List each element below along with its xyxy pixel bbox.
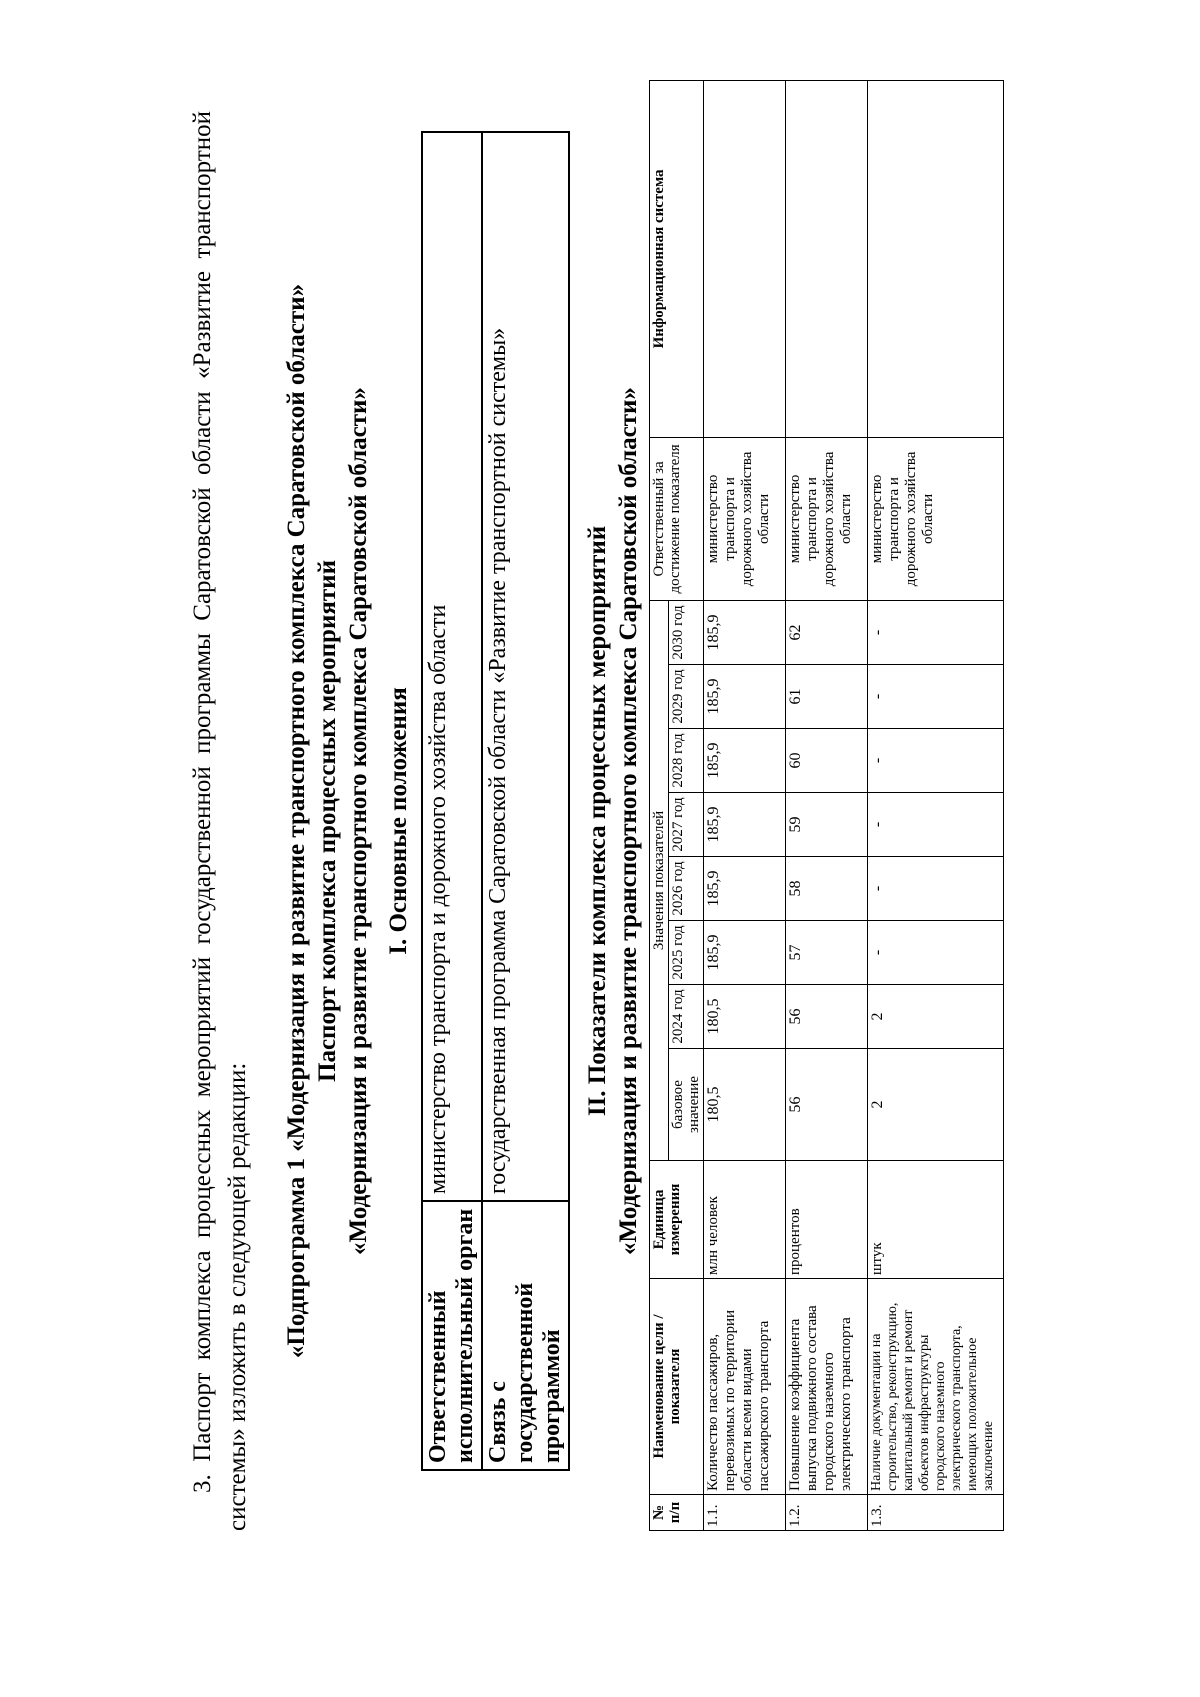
header-unit: Единица измерения — [650, 1161, 704, 1279]
cell-value: 180,5 — [704, 985, 786, 1049]
header-responsible: Ответственный за достижение показателя — [650, 437, 704, 600]
cell-system — [786, 80, 868, 437]
cell-value: - — [868, 921, 1004, 985]
row-label: Ответственный исполнительный орган — [422, 1201, 482, 1470]
row-label: Связь с государственной программой — [482, 1201, 569, 1470]
cell-value: 185,9 — [704, 793, 786, 857]
cell-name: Наличие документации на строительство, реконструкцию, капитальный ремонт и ремонт объектов инфраструктуры городского наземного электрического транспорта, имеющих положительное заключение — [868, 1279, 1004, 1495]
header-name: Наименование цели / показателя — [650, 1279, 704, 1495]
header-year: 2025 год — [669, 921, 704, 985]
cell-base: 180,5 — [704, 1049, 786, 1161]
row-value: государственная программа Саратовской области «Развитие транспортной системы» — [482, 132, 569, 1201]
header-year: 2024 год — [669, 985, 704, 1049]
cell-system — [704, 80, 786, 437]
cell-value: 185,9 — [704, 665, 786, 729]
table-row — [868, 80, 1004, 1530]
cell-num: 1.3. — [868, 1495, 1004, 1531]
cell-value: - — [868, 600, 1004, 664]
cell-value: 59 — [786, 793, 868, 857]
subprogram-title: «Подпрограмма 1 «Модернизация и развитие транспортного комплекса Саратовской области» — [283, 283, 310, 1359]
cell-value: 61 — [786, 665, 868, 729]
cell-value: 185,9 — [704, 921, 786, 985]
header-year: 2026 год — [669, 857, 704, 921]
header-year: 2028 год — [669, 729, 704, 793]
cell-value: 60 — [786, 729, 868, 793]
section1-title: I. Основные положения — [385, 687, 412, 955]
header-year: 2030 год — [669, 600, 704, 664]
cell-value: 2 — [868, 985, 1004, 1049]
cell-value: 62 — [786, 600, 868, 664]
cell-value: 57 — [786, 921, 868, 985]
header-system: Информационная система — [650, 80, 704, 437]
header-base: базовое значение — [669, 1049, 704, 1161]
row-value: министерство транспорта и дорожного хозяйства области — [422, 132, 482, 1201]
cell-value: 185,9 — [704, 857, 786, 921]
cell-value: 58 — [786, 857, 868, 921]
cell-value: 56 — [786, 985, 868, 1049]
cell-value: 185,9 — [704, 600, 786, 664]
cell-value: 185,9 — [704, 729, 786, 793]
table-row — [786, 80, 868, 1530]
cell-base: 2 — [868, 1049, 1004, 1161]
cell-value: - — [868, 857, 1004, 921]
cell-value: - — [868, 665, 1004, 729]
indicators-table — [649, 80, 1004, 1531]
cell-num: 1.2. — [786, 1495, 868, 1531]
complex-title: «Модернизация и развитие транспортного комплекса Саратовской области» — [345, 387, 372, 1255]
cell-num: 1.1. — [704, 1495, 786, 1531]
cell-base: 56 — [786, 1049, 868, 1161]
header-year: 2029 год — [669, 665, 704, 729]
cell-unit: процентов — [786, 1161, 868, 1279]
cell-value: - — [868, 729, 1004, 793]
cell-unit: млн человек — [704, 1161, 786, 1279]
header-row — [650, 80, 669, 1530]
cell-responsible: министерство транспорта и дорожного хозяйства области — [786, 437, 868, 600]
section2-title: II. Показатели комплекса процессных мероприятий — [584, 525, 611, 1117]
table-row — [422, 132, 482, 1470]
section2-subtitle: «Модернизация и развитие транспортного комплекса Саратовской области» — [615, 387, 642, 1255]
cell-name: Количество пассажиров, перевозимых по территории области всеми видами пассажирского транспорта — [704, 1279, 786, 1495]
rotated-page — [185, 76, 1045, 1536]
basic-info-table — [421, 131, 570, 1471]
table-row — [704, 80, 786, 1530]
header-year: 2027 год — [669, 793, 704, 857]
table-row — [482, 132, 569, 1470]
cell-responsible: министерство транспорта и дорожного хозяйства области — [704, 437, 786, 600]
header-values-group: Значения показателей — [650, 600, 669, 1160]
cell-value: - — [868, 793, 1004, 857]
intro-paragraph: 3. Паспорт комплекса процессных мероприятий государственной программы Саратовской области «Развитие транспортной системы» изложить в следующей редакции: — [189, 111, 251, 1531]
cell-system — [868, 80, 1004, 437]
header-num: № п/п — [650, 1495, 704, 1531]
cell-name: Повышение коэффициента выпуска подвижного состава городского наземного электрического транспорта — [786, 1279, 868, 1495]
cell-responsible: министерство транспорта и дорожного хозяйства области — [868, 437, 1004, 600]
passport-title: Паспорт комплекса процессных мероприятий — [314, 560, 341, 1082]
cell-unit: штук — [868, 1161, 1004, 1279]
